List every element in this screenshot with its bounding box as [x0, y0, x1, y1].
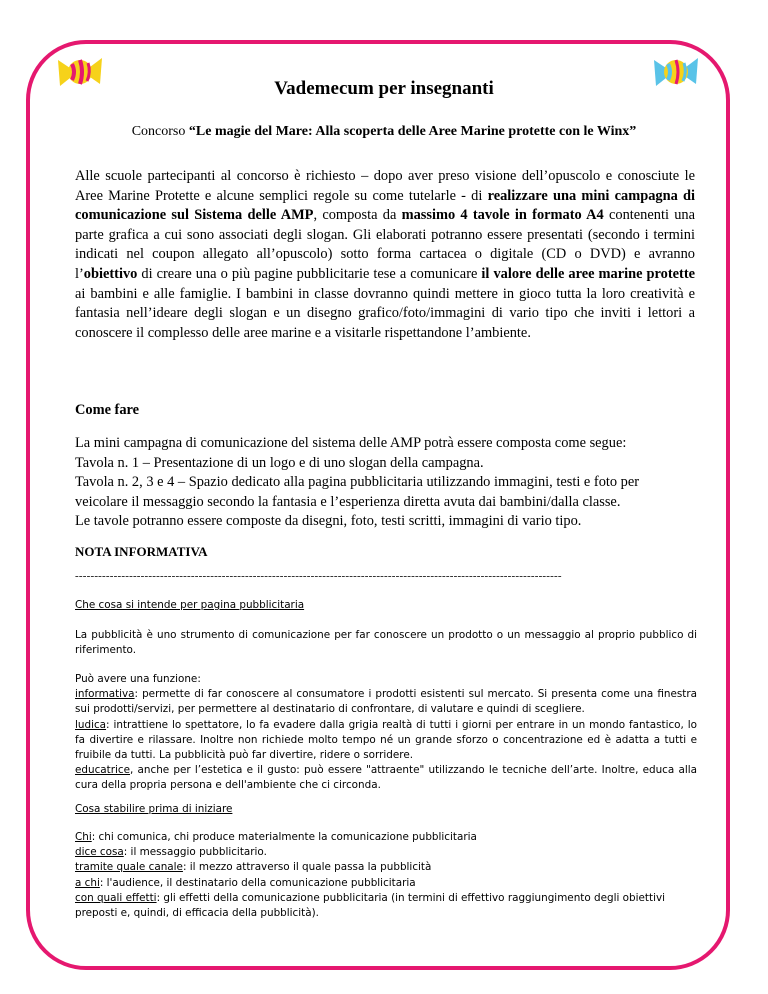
checklist-item — [75, 876, 697, 891]
checklist-text: : il messaggio pubblicitario. — [123, 846, 267, 859]
contest-prefix: Concorso — [131, 124, 189, 139]
function-item — [75, 763, 697, 793]
functions-lead: Può avere una funzione: — [75, 673, 201, 685]
subsection-heading: Cosa stabilire prima di iniziare — [75, 803, 233, 815]
intro-bold: massimo 4 tavole in formato A4 — [401, 207, 604, 224]
section-heading: Come fare — [75, 402, 140, 418]
checklist-term: Chi — [75, 831, 92, 843]
checklist-text: : l'audience, il destinatario della comunicazione pubblicitaria — [99, 876, 416, 889]
checklist-block — [75, 830, 697, 921]
intro-text: , composta da — [313, 207, 402, 224]
checklist-term: con quali effetti — [75, 891, 157, 904]
checklist-term: tramite quale canale — [75, 861, 183, 874]
checklist-item — [75, 830, 697, 845]
intro-text: di creare una o più pagine pubblicitarie tese a comunicare — [137, 265, 482, 282]
come-fare-line: La mini campagna di comunicazione del sistema delle AMP potrà essere composta come segue: — [75, 435, 627, 451]
subsection-heading: Che cosa si intende per pagina pubblicitaria — [75, 599, 305, 611]
function-item — [75, 687, 697, 717]
function-text: : intrattiene lo spettatore, lo fa evadere dalla grigia realtà di tutti i giorni per entrare in un mondo fantastico, lo fa divertire e rilassare. Inoltre non richiede molto tempo né un grande sforzo o concentrazione ed è adatta a tutti e fruibile da tutti. La pubblicità può far divertire, ridere o sorridere. — [75, 718, 697, 762]
come-fare-line: Tavola n. 2, 3 e 4 – Spazio dedicato alla pagina pubblicitaria utilizzando immagini, testi e foto per veicolare il messaggio secondo la fantasia e l’esperienza diretta avuta dai bambini/dalla classe. — [75, 474, 640, 510]
function-item — [75, 718, 697, 764]
function-term: ludica — [75, 718, 107, 731]
come-fare-text — [75, 434, 695, 532]
dashed-divider: ------------------------------------------------------------------------------------------------------------------------------ — [75, 570, 562, 582]
checklist-term: a chi — [75, 876, 100, 889]
checklist-term: dice cosa — [75, 846, 124, 859]
checklist-item — [75, 845, 697, 860]
function-term: informativa — [75, 688, 135, 701]
function-term: educatrice — [75, 764, 130, 777]
nota-heading: NOTA INFORMATIVA — [75, 544, 208, 559]
intro-bold: il valore delle aree marine protette — [481, 265, 696, 282]
functions-block — [75, 672, 697, 794]
intro-text: ai bambini e alle famiglie. I bambini in classe dovranno quindi mettere in gioco tutta la loro creatività e fantasia nell’ideare degli slogan e un disegno grafico/foto/immagini di vario tipo che inviti i lettori a conoscere il complesso delle aree marine e a visitarle rispettandone l’ambiente. — [75, 285, 695, 341]
checklist-text: : chi comunica, chi produce materialmente la comunicazione pubblicitaria — [91, 831, 477, 843]
function-text: : permette di far conoscere al consumatore i prodotti esistenti sul mercato. Si presenta come una finestra sui prodotti/servizi, per permettere al destinatario di confrontare, di valutare e quindi di scegliere. — [75, 688, 697, 716]
checklist-item — [75, 860, 697, 875]
checklist-text: : gli effetti della comunicazione pubblicitaria (in termini di effettivo raggiungimento degli obiettivi preposti e, quindi, di efficacia della pubblicità). — [75, 891, 665, 920]
contest-subtitle — [0, 124, 768, 140]
checklist-text: : il mezzo attraverso il quale passa la pubblicità — [182, 861, 432, 874]
come-fare-line: Tavola n. 1 – Presentazione di un logo e di uno slogan della campagna. — [75, 454, 484, 471]
page-title: Vademecum per insegnanti — [274, 78, 494, 99]
intro-bold: obiettivo — [83, 265, 138, 282]
function-text: , anche per l’estetica e il gusto: può essere "attraente" utilizzando le tecniche dell’arte. Inoltre, educa alla cura della propria persona e dell'ambiente che ci circonda. — [75, 764, 697, 792]
subsection-text: La pubblicità è uno strumento di comunicazione per far conoscere un prodotto o un messaggio al proprio pubblico di riferimento. — [75, 629, 697, 657]
come-fare-line: Le tavole potranno essere composte da disegni, foto, testi scritti, immagini di vario tipo. — [75, 513, 582, 530]
intro-bold: realizzare una mini campagna di comunicazione sul Sistema delle AMP — [75, 187, 695, 224]
intro-text: Alle scuole partecipanti al concorso è richiesto – dopo aver preso visione dell’opuscolo e conosciute le Aree Marine Protette e alcune semplici regole su come tutelarle - di — [75, 168, 695, 204]
checklist-item — [75, 891, 697, 921]
contest-name: “Le magie del Mare: Alla scoperta delle Aree Marine protette con le Winx” — [188, 124, 637, 139]
intro-paragraph — [75, 167, 695, 343]
intro-text: contenenti una parte grafica a cui sono associati degli slogan. Gli elaborati potranno essere presentati (secondo i termini indicati nel coupon allegato all’opuscolo) sotto forma cartacea o digitale (CD o DVD) e avranno l’ — [75, 207, 695, 282]
